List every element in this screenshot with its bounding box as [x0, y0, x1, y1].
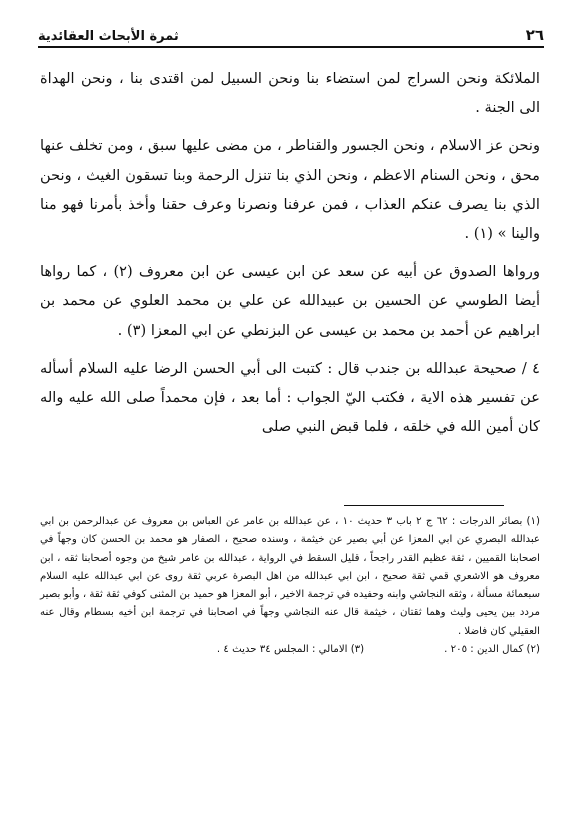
paragraph-3: ورواها الصدوق عن أبيه عن سعد عن ابن عيسى عن ابن معروف (٢) ، كما رواها أيضا الطوسي عن الحسين بن عبيدالله عن علي بن محمد العلوي عن محمد بن ابراهيم عن أحمد بن محمد بن عيسى عن البزنطي عن ابي المعزا (٣) . [40, 263, 540, 339]
running-title: ثمرة الأبحاث العقائدية [38, 29, 179, 44]
paragraph-1: الملائكة ونحن السراج لمن استضاء بنا ونحن السبيل لمن اقتدى بنا ، ونحن الهداة الى الجنة . [40, 70, 540, 117]
footnote-3: (٣) الامالي : المجلس ٣٤ حديث ٤ . [216, 644, 365, 656]
paragraph-2: ونحن عز الاسلام ، ونحن الجسور والقناطر ، من مضى عليها سبق ، ومن تخلف عنها محق ، ونحن السنام الاعظم ، ونحن الذي بنا تنزل الرحمة وبنا تسقون الغيث ، ونحن الذي بنا يصرف عنكم العذاب ، فمن عرفنا ونصرنا وعرف حقنا وأخذ بأمرنا فهو منا والينا » (١) . [40, 137, 540, 243]
footnotes [40, 513, 540, 659]
running-header [38, 20, 544, 48]
footnote-2: (٢) كمال الدين : ٢٠٥ . [444, 644, 540, 656]
footnote-separator [344, 505, 504, 506]
page-number: ٢٦ [525, 26, 544, 44]
footnote-1: (١) بصائر الدرجات : ٦٢ ج ٢ باب ٣ حديث ١٠ ، عن عبدالله بن عامر عن العباس بن معروف عن عبدالرحمن بن ابي عبدالله البصري عن ابي المعزا عن أبي بصير عن خيثمة ، وسنده صحيح ، الصفار هو محمد بن الحسن كان وجهاً في اصحابنا القميين ، ثقة عظيم القدر راجحاً ، قليل السقط في الرواية ، عبدالله بن عامر شيخ من وجوه أصحابنا ثقه ، ابن معروف هو الاشعري قمي ثقة صحيح ، ابن ابي عبدالله من اهل البصرة عربي ثقة روى عن ابي عبدالله عليه السلام سبعمائة مسألة ، وثقه النجاشي وابنه وحفيده في ترجمة الاخير ، أبو المعزا هو حميد بن المثنى كوفي ثقة ثقة ، وأبو بصير مردد بين يحيى وليث وهما ثقتان ، خيثمة قال عنه النجاشي وجهاً في اصحابنا في ترجمة ابن أخيه بسطام وقال عنه العقيلي كان فاضلا . [40, 516, 541, 637]
paragraph-4: ٤ / صحيحة عبدالله بن جندب قال : كتبت الى أبي الحسن الرضا عليه السلام أسأله عن تفسير هذه الاية ، فكتب اليّ الجواب : أما بعد ، فإن محمداً صلى الله عليه واله كان أمين الله في خلقه ، فلما قبض النبي صلى [40, 359, 540, 436]
footnote-row [40, 641, 540, 659]
main-text [40, 64, 540, 450]
